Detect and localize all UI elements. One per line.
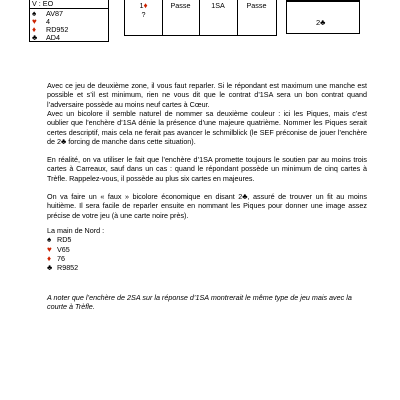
north-hand: [47, 226, 104, 272]
hand-cards-spades: AV87: [46, 9, 64, 18]
club-icon: ♣: [320, 18, 326, 27]
answer-box: [286, 0, 360, 34]
auction-bid-text: 1: [139, 1, 144, 10]
paragraph-3: En réalité, on va utiliser le fait que l’enchère d’1SA promette toujours le soutien par au moins trois cartes à Carreaux, sauf dans un cas : quand le répondant possède un minimum de cinq cartes à Trèfle. Rappelez-vous, il possède au plus six cartes en majeures.: [47, 155, 367, 183]
heart-icon: ♥: [32, 17, 37, 26]
diamond-icon: ♦: [47, 253, 52, 263]
north-row-spades: [47, 235, 104, 244]
hand-cards-diamonds: RD952: [46, 25, 69, 34]
north-cards-clubs: R9852: [57, 263, 79, 272]
club-icon: ♣: [242, 192, 248, 201]
hand-header-divider: [30, 8, 108, 9]
paragraph-2-text-b: forcing de manche dans cette situation).: [66, 136, 196, 146]
paragraph-4: [47, 192, 367, 220]
hand-diagram-west: [29, 0, 109, 42]
paragraph-2: [47, 109, 367, 146]
spade-icon: ♠: [32, 9, 37, 18]
spade-icon: ♠: [47, 235, 52, 245]
hand-header: V : EO: [32, 0, 54, 8]
answer-box-bar: [287, 0, 359, 2]
auction-cell-2: Passe: [170, 1, 191, 10]
club-icon: ♣: [47, 263, 53, 272]
note-text: A noter que l’enchère de 2SA sur la réponse d’1SA montrerait le même type de jeu mais avec la courte à Trèfle.: [47, 293, 352, 312]
answer-bid-level: 2: [316, 18, 321, 27]
north-row-hearts: [47, 245, 104, 254]
diamond-icon: ♦: [32, 25, 37, 34]
auction-question-mark: ?: [141, 10, 146, 19]
answer-bid: [316, 18, 325, 27]
north-hand-title: La main de Nord :: [47, 226, 105, 235]
auction-cell-3: 1SA: [211, 1, 225, 10]
north-cards-spades: RD5: [57, 235, 72, 245]
club-icon: ♣: [32, 33, 38, 42]
paragraph-4-text-a: On va faire un « faux » bicolore économique en disant 2: [47, 192, 243, 201]
auction-cell-4: Passe: [246, 1, 267, 10]
paragraph-2-text-a: Avec un bicolore il semble naturel de nommer sa deuxième couleur : ici les Piques, mais c’est oublier que l’enchère d’1SA dénie la présence d’une majeure quatrième. Nommer les Piques serait certes descriptif, mais cela ne ferait pas avancer le schmilblick (le SEF préconise de jouer l’enchère de 2: [47, 109, 367, 146]
auction-table: [124, 0, 277, 36]
auction-cell-1: [125, 1, 162, 19]
hand-cards-hearts: 4: [46, 17, 50, 26]
heart-icon: ♥: [47, 244, 52, 254]
north-row-diamonds: [47, 254, 104, 263]
club-icon: ♣: [61, 136, 67, 146]
hand-row-clubs: [32, 32, 60, 43]
paragraph-4-text-b: , assuré de trouver un fit au moins huitième. Il sera facile de reparler ensuite en nommant les Piques pour donner une image assez précise de votre jeu (à une carte noire près).: [47, 192, 368, 220]
north-row-clubs: [47, 263, 104, 272]
paragraph-1: Avec ce jeu de deuxième zone, il vous faut reparler. Si le répondant est maximum une manche est possible et s’il est minimum, rien ne vous dit que le contrat d’1SA sera un bon contrat quand l’adversaire possède au moins neuf cartes à Cœur.: [47, 81, 367, 109]
hand-cards-clubs: AD4: [46, 33, 60, 42]
north-cards-hearts: V65: [57, 244, 70, 254]
north-cards-diamonds: 76: [57, 253, 65, 263]
diamond-icon: ♦: [143, 1, 148, 10]
